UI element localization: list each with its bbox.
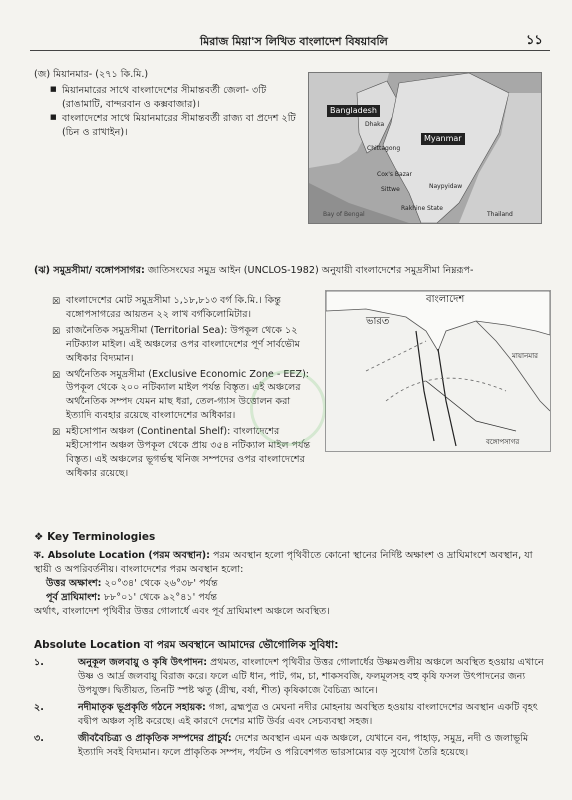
checkbox-icon: ☒ — [52, 428, 61, 439]
item-number: ৩. — [34, 732, 44, 744]
list-item — [52, 324, 318, 366]
checkbox-icon: ☒ — [52, 326, 61, 337]
checkbox-icon: ☒ — [52, 370, 61, 381]
sea-heading — [34, 264, 546, 278]
advantages-heading: Absolute Location বা পরম অবস্থানে আমাদের ভৌগোলিক সুবিধা: — [34, 639, 339, 651]
list-item — [34, 701, 546, 729]
item-number: ২. — [34, 701, 44, 713]
map-label-bay-bn: বঙ্গোপসাগর — [486, 438, 520, 446]
item-text: গঙ্গা, ব্রহ্মপুত্র ও মেঘনা নদীর মোহনায় অবস্থিত হওয়ায় বাংলাদেশের অবস্থান একটি বৃহৎ বদ্বীপ অঞ্চল সৃষ্টি করেছে। এই কারণে দেশের মাটি উর্বর এবং সেচব্যবস্থা সহজ। — [78, 701, 538, 727]
myanmar-bullet-list — [48, 84, 304, 140]
item-number: ১. — [34, 657, 44, 669]
advantages-section — [34, 638, 546, 763]
sea-boundary-map — [325, 290, 551, 452]
header-divider — [30, 50, 550, 51]
longitude-label: পূর্ব দ্রাঘিমাংশ: — [46, 591, 101, 603]
list-item: ■ মিয়ানমারের সাথে বাংলাদেশের সীমান্তবর্তী জেলা- ৩টি (রাঙামাটি, বান্দরবান ও কক্সবাজার)। — [48, 84, 304, 112]
sea-heading-text: জাতিসংঘের সমুদ্র আইন (UNCLOS-1982) অনুযায়ী বাংলাদেশের সমুদ্রসীমা নিম্নরূপ- — [144, 265, 474, 276]
item-text: প্রথমত, বাংলাদেশ পৃথিবীর উত্তর গোলার্ধের উষ্ণমণ্ডলীয় অঞ্চলে অবস্থিত হওয়ায় এখানে উষ্ণ ও আর্দ্র জলবায়ু বিরাজ করে। ফলে এটি ধান, পাট, গম, চা, শাকসবজি, ফলমূলসহ বহু কৃষি ফসল উৎপাদনের জন্য উপযুক্ত। দ্বিতীয়ত, তিনটি স্পষ্ট ঋতু (গ্রীষ্ম, বর্ষা, শীত) কৃষিকাজে বৈচিত্র্য আনে। — [78, 657, 544, 697]
sea-heading-bold: (ঝ) সমুদ্রসীমা/ বঙ্গোপসাগর: — [34, 265, 145, 276]
key-terms-heading: ❖ Key Terminologies — [34, 531, 156, 543]
map-label-dhaka: Dhaka — [365, 121, 385, 128]
map-label-bangladesh: Bangladesh — [327, 105, 380, 117]
list-item — [34, 732, 546, 760]
item-title: নদীমাতৃক ভূপ্রকৃতি গঠনে সহায়ক: — [78, 701, 206, 713]
map-label-chittagong: Chittagong — [367, 145, 401, 152]
latitude-value: ২০°৩৪' থেকে ২৬°৩৮' পর্যন্ত — [101, 578, 218, 590]
map-label-coxs-bazar: Cox's Bazar — [377, 171, 412, 178]
longitude-line — [34, 591, 546, 605]
page-header — [0, 34, 572, 54]
sea-item-text: মহীসোপান অঞ্চল (Continental Shelf): বাংলাদেশের মহীসোপান অঞ্চল উপকূল থেকে প্রায় ৩৫৪ নটিক্যাল মাইল পর্যন্ত বিস্তৃত। এই অঞ্চলের ভূগর্ভস্থ খনিজ সম্পদের ওপর বাংলাদেশের অধিকার রয়েছে। — [66, 426, 311, 479]
map-label-myanmar-bn: মায়ানমার — [512, 352, 539, 360]
sea-item-text: রাজনৈতিক সমুদ্রসীমা (Territorial Sea): উপকূল থেকে ১২ নটিক্যাল মাইল। এই অঞ্চলের ওপর বাংলাদেশের পূর্ণ সার্বভৌম অধিকার বিদ্যমান। — [66, 324, 300, 364]
map-label-naypyidaw: Naypyidaw — [429, 183, 463, 190]
location-summary: অর্থাৎ, বাংলাদেশ পৃথিবীর উত্তর গোলার্ধে এবং পূর্ব দ্রাঘিমাংশ অঞ্চলে অবস্থিত। — [34, 605, 330, 617]
sea-item-text: অর্থনৈতিক সমুদ্রসীমা (Exclusive Economic Zone - EEZ): উপকূল থেকে ২০০ নটিক্যাল মাইল পর্যন্ত বিস্তৃত। এই অঞ্চলের অর্থনৈতিক সম্পদ যেমন মাছ ধরা, তেল-গ্যাস উত্তোলন করা ইত্যাদি ব্যবহার রয়েছে বাংলাদেশের অধিকার। — [66, 368, 310, 422]
sea-map-drawing — [326, 291, 550, 451]
map-label-bay: Bay of Bengal — [323, 211, 365, 218]
map-label-rakhine: Rakhine State — [401, 205, 443, 212]
page-number: ১১ — [526, 33, 543, 48]
latitude-label: উত্তর অক্ষাংশ: — [46, 578, 102, 590]
myanmar-heading: (জ) মিয়ানমার- (২৭১ কি.মি.) — [34, 69, 149, 80]
key-terms-section — [34, 530, 546, 619]
item-title: অনুকূল জলবায়ু ও কৃষি উৎপাদন: — [78, 657, 208, 669]
absolute-location-definition — [34, 549, 546, 577]
item-title: জীববৈচিত্র্য ও প্রাকৃতিক সম্পদের প্রাচুর্য: — [78, 732, 232, 744]
running-title: মিরাজ মিয়া'স লিখিত বাংলাদেশ বিষয়াবলি — [200, 35, 388, 48]
checkbox-icon: ☒ — [52, 297, 61, 307]
watermark-logo — [250, 370, 326, 446]
advantages-list — [34, 656, 546, 759]
absolute-location-label: ক. Absolute Location (পরম অবস্থান): — [34, 550, 210, 562]
map-label-thailand: Thailand — [487, 211, 513, 218]
myanmar-section — [34, 68, 304, 140]
list-item — [34, 656, 546, 698]
latitude-line — [34, 577, 546, 591]
myanmar-map-drawing — [309, 73, 541, 223]
sea-item-text: বাংলাদেশের মোট সমুদ্রসীমা ১,১৮,৮১৩ বর্গ কি.মি.। কিন্তু বঙ্গোপসাগরের আয়তন ২২ লাখ বর্গকিলোমিটার। — [66, 295, 281, 320]
map-label-sittwe: Sittwe — [381, 186, 400, 193]
longitude-value: ৮৮°০১' থেকে ৯২°৪১' পর্যন্ত — [100, 591, 217, 603]
absolute-location-text: পরম অবস্থান হলো পৃথিবীতে কোনো স্থানের নির্দিষ্ট অক্ষাংশ ও দ্রাঘিমাংশে অবস্থান, যা স্থায়ী ও অপরিবর্তনীয়। বাংলাদেশের পরম অবস্থান হলো: — [34, 550, 533, 576]
map-label-india: ভারত — [366, 316, 390, 327]
map-label-bangladesh-bn: বাংলাদেশ — [426, 294, 465, 305]
list-item: ■ বাংলাদেশের সাথে মিয়ানমারের সীমান্তবর্তী রাজ্য বা প্রদেশ ২টি (চিন ও রাখাইন)। — [48, 112, 304, 140]
myanmar-map — [308, 72, 542, 224]
map-label-myanmar: Myanmar — [421, 133, 465, 145]
list-item — [52, 294, 318, 322]
item-text: দেশের অবস্থান এমন এক অঞ্চলে, যেখানে বন, পাহাড়, সমুদ্র, নদী ও জলাভূমি ইত্যাদি সবই বিদ্যমান। ফলে প্রাকৃতিক সম্পদ, পর্যটন ও পরিবেশগত ভারসাম্যের বড় সুযোগ তৈরি হয়েছে। — [78, 732, 529, 758]
